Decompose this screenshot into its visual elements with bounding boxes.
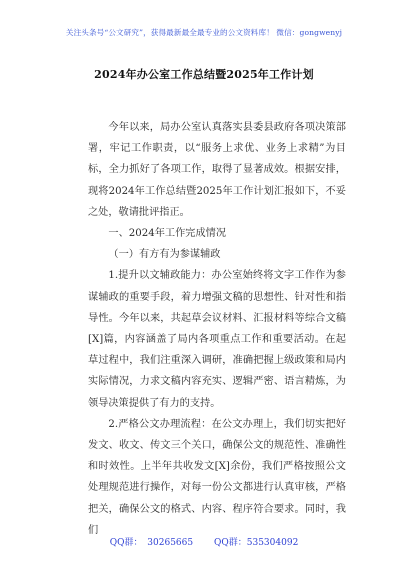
qq-group-2: QQ群：535304092 xyxy=(214,538,299,548)
document-title: 2024年办公室工作总结暨2025年工作计划 xyxy=(94,68,314,81)
paragraph-item-2: 2.严格公文办理流程：在公文办理上，我们切实把好发文、收文、传文三个关口，确保公文的规范性、准确性和时效性。上半年共收发文[X]余份，我们严格按照公文处理规范进行操作，对每一份公文都进行认真审核，严格把关，确保公文的格式、内容、程序符合要求。同时，我们 xyxy=(88,418,346,536)
section-heading: 一、2024年工作完成情况 xyxy=(108,228,227,240)
qq-group-1: QQ群： 30265665 xyxy=(109,538,194,548)
document-body xyxy=(88,117,346,541)
footer-contacts xyxy=(0,535,408,548)
intro-paragraph: 今年以来，局办公室认真落实县委县政府各项决策部署，牢记工作职责，以“服务上求优、业务上求精”为目标，全力抓好了各项工作，取得了显著成效。根据安排，现将2024年工作总结暨2025年工作计划汇报如下，不妥之处，敬请批评指正。 xyxy=(88,122,346,218)
paragraph-item-1: 1.提升以文辅政能力：办公室始终将文字工作作为参谋辅政的重要手段，着力增强文稿的思想性、针对性和指导性。今年以来，共起草会议材料、汇报材料等综合文稿[X]篇，内容涵盖了局内各项重点工作和重要活动。在起草过程中，我们注重深入调研，准确把握上级政策和局内实际情况，力求文稿内容充实、逻辑严密、语言精炼，为领导决策提供了有力的支持。 xyxy=(88,270,346,409)
header-note: 关注头条号“公文研究”，获得最新最全最专业的公文资料库！ 微信：gongwenyj xyxy=(65,28,343,37)
subsection-heading: （一）有方有为参谋辅政 xyxy=(108,249,221,261)
